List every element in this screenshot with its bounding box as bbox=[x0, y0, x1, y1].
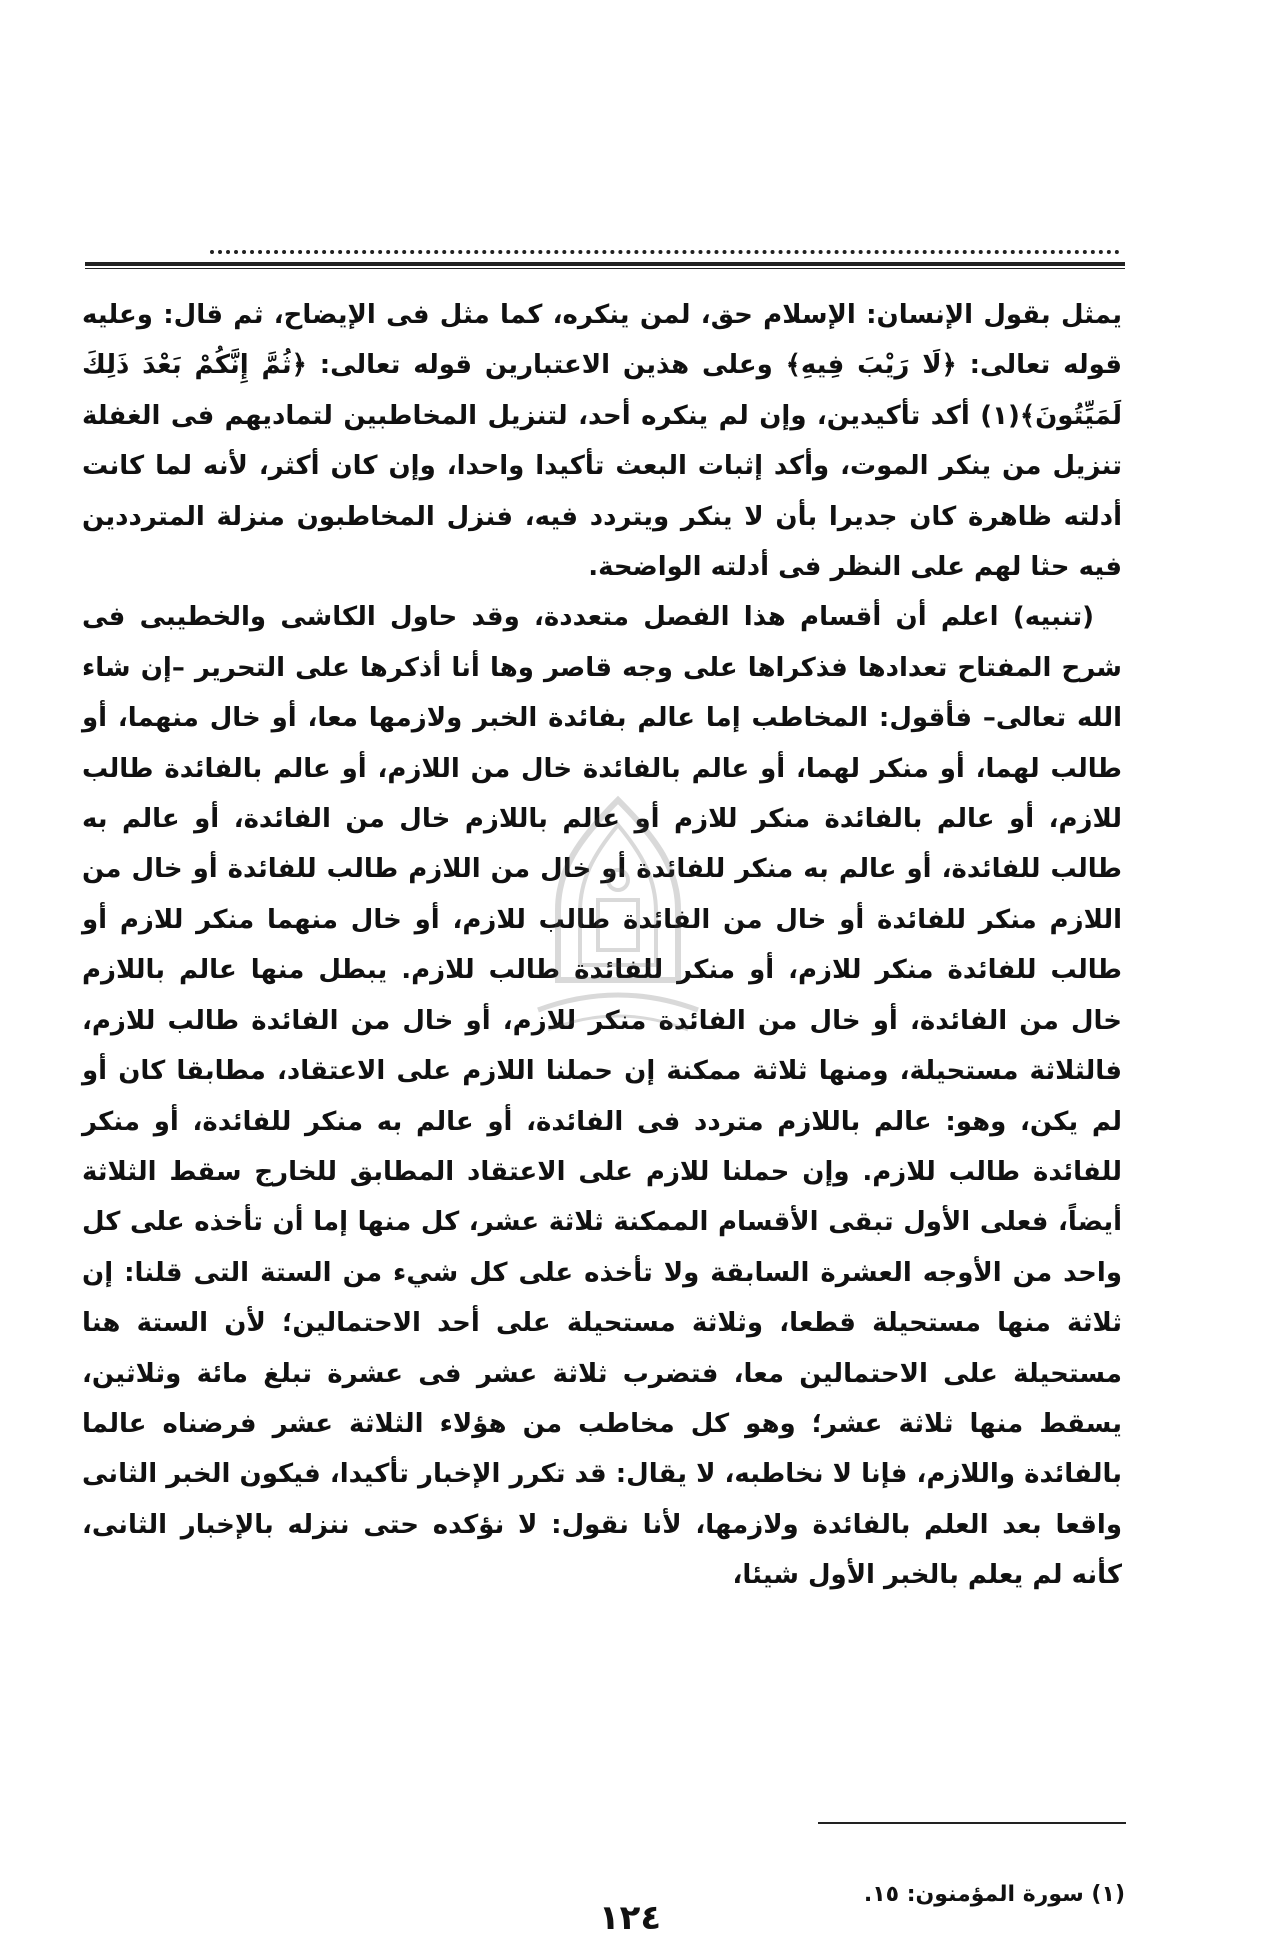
header-dotted-rule bbox=[210, 250, 1120, 254]
paragraph-1: يمثل بقول الإنسان: الإسلام حق، لمن ينكره، كما مثل فى الإيضاح، ثم قال: وعليه قوله تعالى: ﴿لَا رَيْبَ فِيهِ﴾ وعلى هذين الاعتبارين قوله تعالى: ﴿ثُمَّ إِنَّكُمْ بَعْدَ ذَلِكَ لَمَيِّتُونَ﴾(١) أكد تأكيدين، وإن لم ينكره أحد، لتنزيل المخاطبين لتماديهم فى الغفلة تنزيل من ينكر الموت، وأكد إثبات البعث تأكيدا واحدا، وإن كان أكثر، لأنه لما كانت أدلته ظاهرة كان جديرا بأن لا ينكر ويتردد فيه، فنزل المخاطبون منزلة المترددين فيه حثا لهم على النظر فى أدلته الواضحة. bbox=[82, 300, 1122, 583]
paragraph-2: (تنبيه) اعلم أن أقسام هذا الفصل متعددة، وقد حاول الكاشى والخطيبى فى شرح المفتاح تعدادها فذكراها على وجه قاصر وها أنا أذكرها على التحرير –إن شاء الله تعالى– فأقول: المخاطب إما عالم بفائدة الخبر ولازمها معا، أو خال منهما، أو طالب لهما، أو منكر لهما، أو عالم بالفائدة خال من اللازم، أو عالم بالفائدة طالب للازم، أو عالم بالفائدة منكر للازم أو عالم باللازم خال من الفائدة، أو عالم به طالب للفائدة، أو عالم به منكر للفائدة أو خال من اللازم طالب للفائدة أو خال من اللازم منكر للفائدة أو خال من الفائدة طالب للازم، أو خال منهما منكر للازم أو طالب للفائدة منكر للازم، أو منكر للفائدة طالب للازم. يبطل منها عالم باللازم خال من الفائدة، أو خال من الفائدة منكر للازم، أو خال من الفائدة طالب للازم، فالثلاثة مستحيلة، ومنها ثلاثة ممكنة إن حملنا اللازم على الاعتقاد، مطابقا كان أو لم يكن، وهو: عالم باللازم متردد فى الفائدة، أو عالم به منكر للفائدة، أو منكر للفائدة طالب للازم. وإن حملنا للازم على الاعتقاد المطابق للخارج سقط الثلاثة أيضاً، فعلى الأول تبقى الأقسام الممكنة ثلاثة عشر، كل منها إما أن تأخذه على كل واحد من الأوجه العشرة السابقة ولا تأخذه على كل شيء من الستة التى قلنا: إن ثلاثة منها مستحيلة قطعا، وثلاثة مستحيلة على أحد الاحتمالين؛ لأن الستة هنا مستحيلة على الاحتمالين معا، فتضرب ثلاثة عشر فى عشرة تبلغ مائة وثلاثين، يسقط منها ثلاثة عشر؛ وهو كل مخاطب من هؤلاء الثلاثة عشر فرضناه عالما بالفائدة واللازم، فإنا لا نخاطبه، لا يقال: قد تكرر الإخبار تأكيدا، فيكون الخبر الثانى واقعا بعد العلم بالفائدة ولازمها، لأنا نقول: لا نؤكده حتى ننزله بالإخبار الثانى، كأنه لم يعلم بالخبر الأول شيئا، bbox=[82, 602, 1122, 1591]
footnote-rule bbox=[818, 1822, 1126, 1824]
footnote: (١) سورة المؤمنون: ١٥. bbox=[863, 1882, 1125, 1907]
body-text bbox=[82, 290, 1122, 1601]
page-number: ١٢٤ bbox=[598, 1898, 662, 1938]
header-rule bbox=[85, 262, 1125, 266]
header-rule-thin bbox=[85, 268, 1125, 269]
